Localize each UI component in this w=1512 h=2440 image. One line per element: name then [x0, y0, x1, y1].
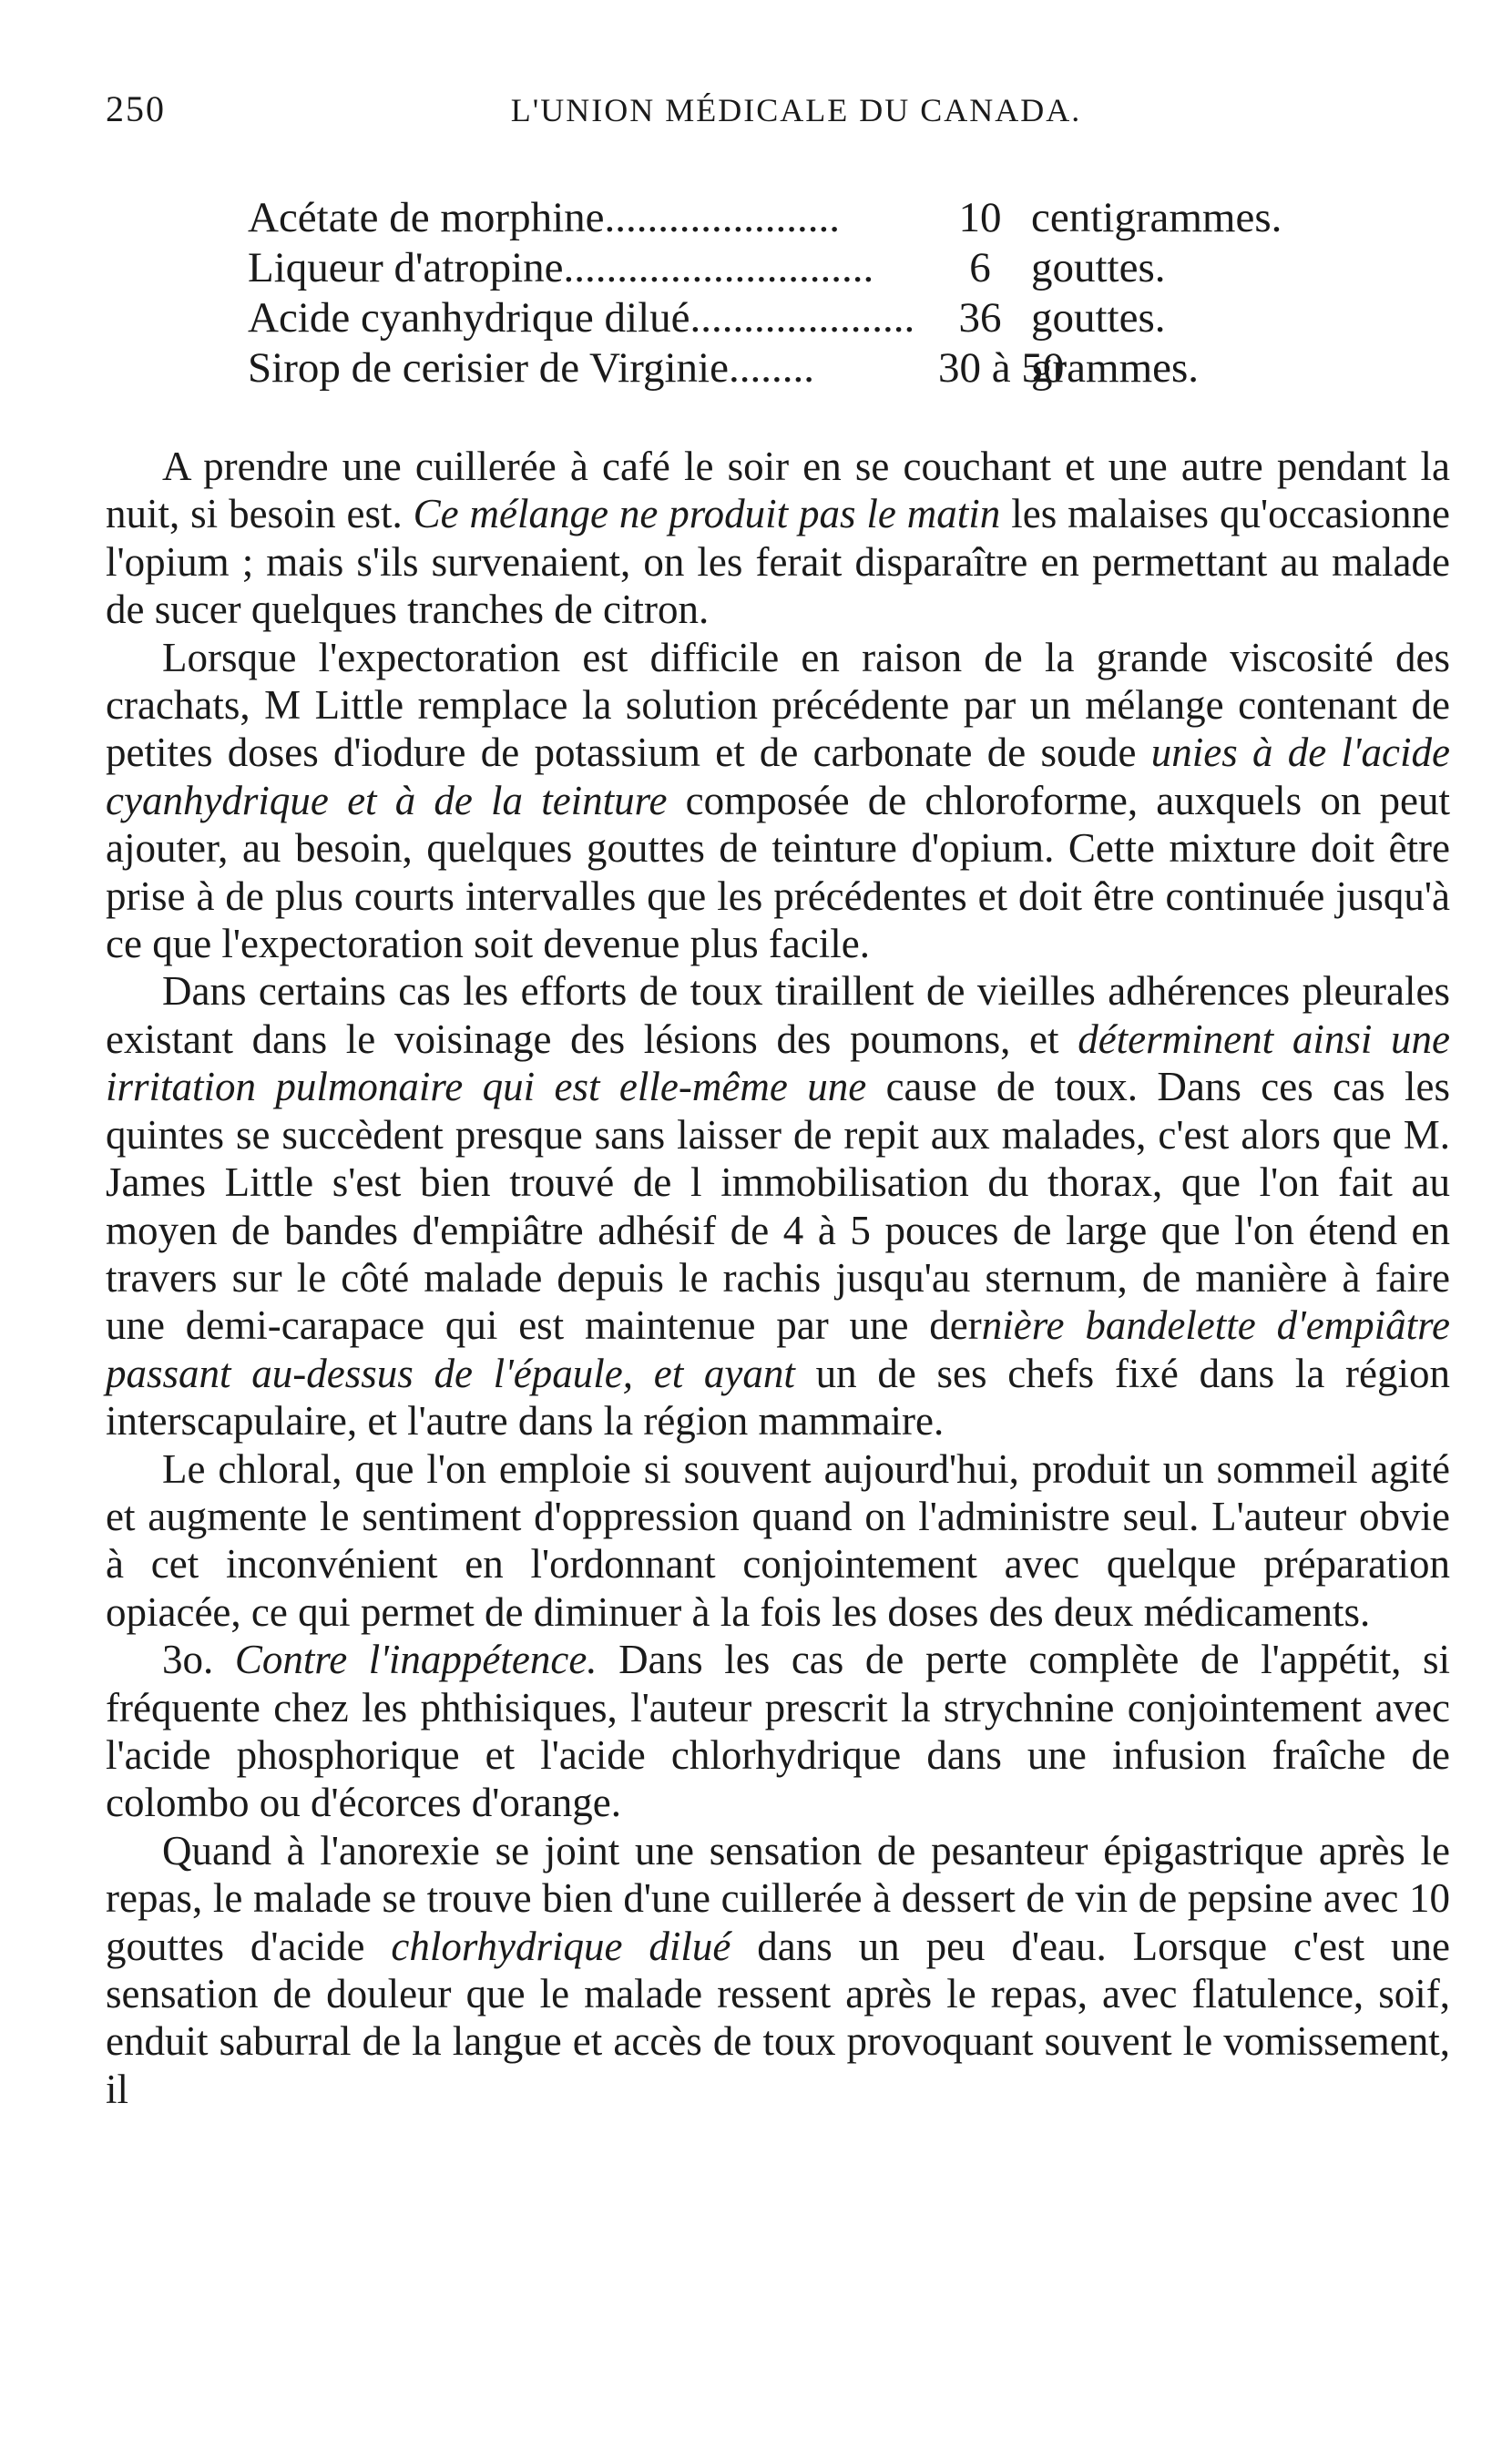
prescription-amount: 30 à 50 — [938, 344, 1065, 392]
text-run: un de ses chefs fixé dans la région interscapulaire, et l'autre dans la région mammaire. — [106, 1350, 1450, 1445]
prescription-item: Acide cyanhydrique dilué..................... — [248, 294, 915, 342]
italic-text: Contre l'inappétence. — [234, 1637, 598, 1683]
paragraph — [106, 1445, 1450, 1637]
prescription-row — [248, 343, 1450, 393]
running-title: L'UNION MÉDICALE DU CANADA. — [510, 92, 1082, 128]
prescription-item: Sirop de cerisier de Virginie........ — [248, 344, 814, 392]
italic-text: chlorhydrique dilué — [391, 1923, 731, 1969]
text-run: les malaises qu'occasionne l'opium ; mais s'ils survenaient, on les ferait disparaître en permettant au malade de sucer quelques tranches de citron. — [106, 491, 1450, 633]
paragraph — [106, 634, 1450, 968]
prescription-amount: 6 — [969, 244, 991, 291]
page-header — [106, 87, 1450, 142]
text-run: dans un peu d'eau. Lorsque c'est une sensation de douleur que le malade ressent après le repas, avec flatulence, soif, enduit saburral de la langue et accès de toux provoquant souvent le vomissement, il — [106, 1923, 1450, 2112]
italic-text: déterminent ainsi une irritation pulmonaire qui est elle-même une — [106, 1016, 1450, 1110]
text-run: Lorsque l'expectoration est difficile en raison de la grande viscosité des crachats, M Little remplace la solution précédente par un mélange contenant de petites doses d'iodure de potassium et de carbonate de soude — [106, 634, 1450, 776]
text-run: composée de chloroforme, auxquels on peut ajouter, au besoin, quelques gouttes de teinture d'opium. Cette mixture doit être prise à de plus courts intervalles que les précédentes et doit être continuée jusqu'à ce que l'expectoration soit devenue plus facile. — [106, 777, 1450, 967]
text-run: A prendre une cuillerée à café le soir en se couchant et une autre pendant la nuit, si besoin est. — [106, 444, 1450, 537]
paragraph — [106, 967, 1450, 1445]
prescription-unit: gouttes. — [1031, 294, 1166, 342]
prescription-list — [248, 193, 1450, 393]
page-number: 250 — [106, 88, 166, 129]
text-run: 3o. — [162, 1637, 235, 1683]
prescription-row — [248, 293, 1450, 343]
text-run: Dans les cas de perte complète de l'appétit, si fréquente chez les phthisiques, l'auteur prescrit la strychnine conjointement avec l'acide phosphorique et l'acide chlorhydrique dans une infusion fraîche de colombo ou d'écorces d'orange. — [106, 1637, 1450, 1826]
prescription-amount: 10 — [958, 194, 1002, 241]
text-run: cause de toux. Dans ces cas les quintes se succèdent presque sans laisser de repit aux malades, c'est alors que M. James Little s'est bien trouvé de l immobilisation du thorax, que l'on fait au moyen de bandes d'empiâtre adhésif de 4 à 5 pouces de large que l'on étend en travers sur le côté malade depuis le rachis jusqu'au sternum, de manière à faire une demi-carapace qui est maintenue par une der — [106, 1064, 1451, 1349]
prescription-item: Acétate de morphine...................... — [248, 194, 840, 241]
prescription-item: Liqueur d'atropine............................. — [248, 244, 874, 291]
body-text — [106, 443, 1450, 2113]
paragraph — [106, 1827, 1450, 2113]
italic-text: Ce mélange ne produit pas le matin — [413, 491, 1001, 537]
prescription-row — [248, 193, 1450, 243]
prescription-amount: 36 — [958, 294, 1002, 342]
text-run: Le chloral, que l'on emploie si souvent aujourd'hui, produit un sommeil agité et augmente le sentiment d'oppression quand on l'administre seul. L'auteur obvie à cet inconvénient en l'ordonnant conjointement avec quelque préparation opiacée, ce qui permet de diminuer à la fois les doses des deux médicaments. — [106, 1445, 1450, 1635]
italic-text: unies à de l'acide cyanhydrique et à de la teinture — [106, 730, 1450, 823]
prescription-unit: grammes. — [1031, 344, 1200, 392]
paragraph — [106, 443, 1450, 634]
prescription-unit: centigrammes. — [1031, 194, 1282, 241]
text-run: Dans certains cas les efforts de toux tiraillent de vieilles adhérences pleurales existant dans le voisinage des lésions des poumons, et — [106, 968, 1450, 1062]
prescription-row — [248, 243, 1450, 293]
paragraph — [106, 1636, 1450, 1827]
prescription-unit: gouttes. — [1031, 244, 1166, 291]
italic-text: nière bandelette d'empiâtre passant au-dessus de l'épaule, et ayant — [106, 1302, 1450, 1396]
text-run: Quand à l'anorexie se joint une sensation de pesanteur épigastrique après le repas, le malade se trouve bien d'une cuillerée à dessert de vin de pepsine avec 10 gouttes d'acide — [106, 1827, 1450, 1969]
